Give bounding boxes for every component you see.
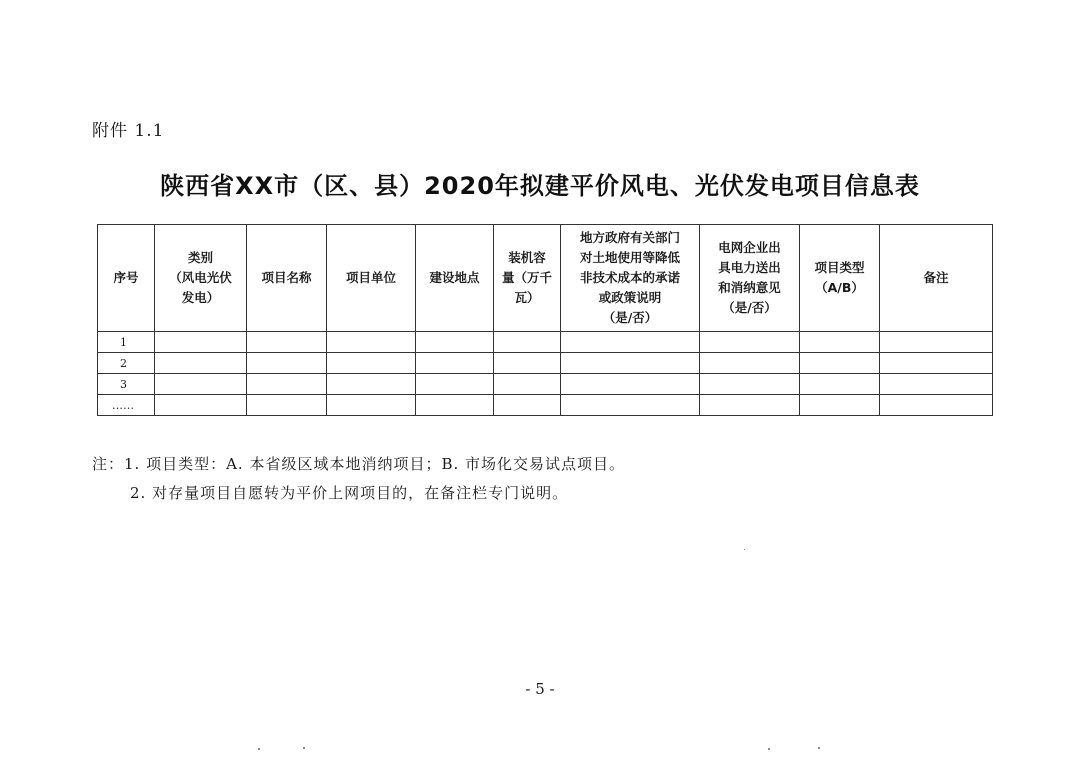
table-cell [155,332,247,353]
table-cell [700,353,800,374]
table-cell [247,332,327,353]
table-cell [800,395,880,416]
table-cell [561,332,700,353]
header-serial-no: 序号 [98,225,155,332]
table-cell [155,374,247,395]
note-line-2: 2. 对存量项目自愿转为平价上网项目的，在备注栏专门说明。 [130,484,569,502]
table-cell [494,353,561,374]
table-cell [416,374,494,395]
table-cell [416,395,494,416]
header-grid-opinion: 电网企业出 具电力送出 和消纳意见 （是/否） [700,225,800,332]
table-cell [155,395,247,416]
table-row [98,395,993,416]
table-cell [494,332,561,353]
page-number: - 5 - [525,680,555,698]
table-cell [327,395,416,416]
table-cell [561,353,700,374]
table-cell [700,374,800,395]
header-remarks: 备注 [880,225,993,332]
table-cell [416,332,494,353]
table-cell [700,395,800,416]
table-cell [880,395,993,416]
notes-section [92,450,625,508]
row-index: …… [98,395,155,416]
table-cell [800,374,880,395]
table-cell [247,353,327,374]
table-cell [327,332,416,353]
table-cell [880,374,993,395]
header-capacity: 装机容 量（万千 瓦） [494,225,561,332]
header-project-type: 项目类型 （A/B） [800,225,880,332]
table-cell [327,374,416,395]
note-line-1: 注：1. 项目类型：A. 本省级区域本地消纳项目；B. 市场化交易试点项目。 [92,455,626,473]
scan-speck [768,748,770,750]
header-location: 建设地点 [416,225,494,332]
table-cell [880,332,993,353]
table-cell [247,374,327,395]
table-cell [800,332,880,353]
table-header-row [98,225,993,332]
row-index: 3 [98,374,155,395]
scan-speck [303,747,305,749]
table-cell [494,395,561,416]
table-row [98,353,993,374]
row-index: 1 [98,332,155,353]
scan-speck [744,549,745,550]
row-index: 2 [98,353,155,374]
page-title: 陕西省XX市（区、县）2020年拟建平价风电、光伏发电项目信息表 [160,172,920,200]
table-cell [247,395,327,416]
attachment-label: 附件 1.1 [92,121,165,141]
table-cell [561,395,700,416]
table-cell [880,353,993,374]
project-info-table [97,224,993,416]
table-cell [494,374,561,395]
table-cell [561,374,700,395]
scan-speck [258,748,260,750]
table-cell [800,353,880,374]
table-row [98,332,993,353]
table-row [98,374,993,395]
table-cell [700,332,800,353]
scan-speck [818,747,820,749]
table-cell [416,353,494,374]
header-category: 类别 （风电光伏 发电） [155,225,247,332]
header-government-commitment: 地方政府有关部门 对土地使用等降低 非技术成本的承诺 或政策说明 （是/否） [561,225,700,332]
table-cell [327,353,416,374]
table-cell [155,353,247,374]
header-project-unit: 项目单位 [327,225,416,332]
header-project-name: 项目名称 [247,225,327,332]
